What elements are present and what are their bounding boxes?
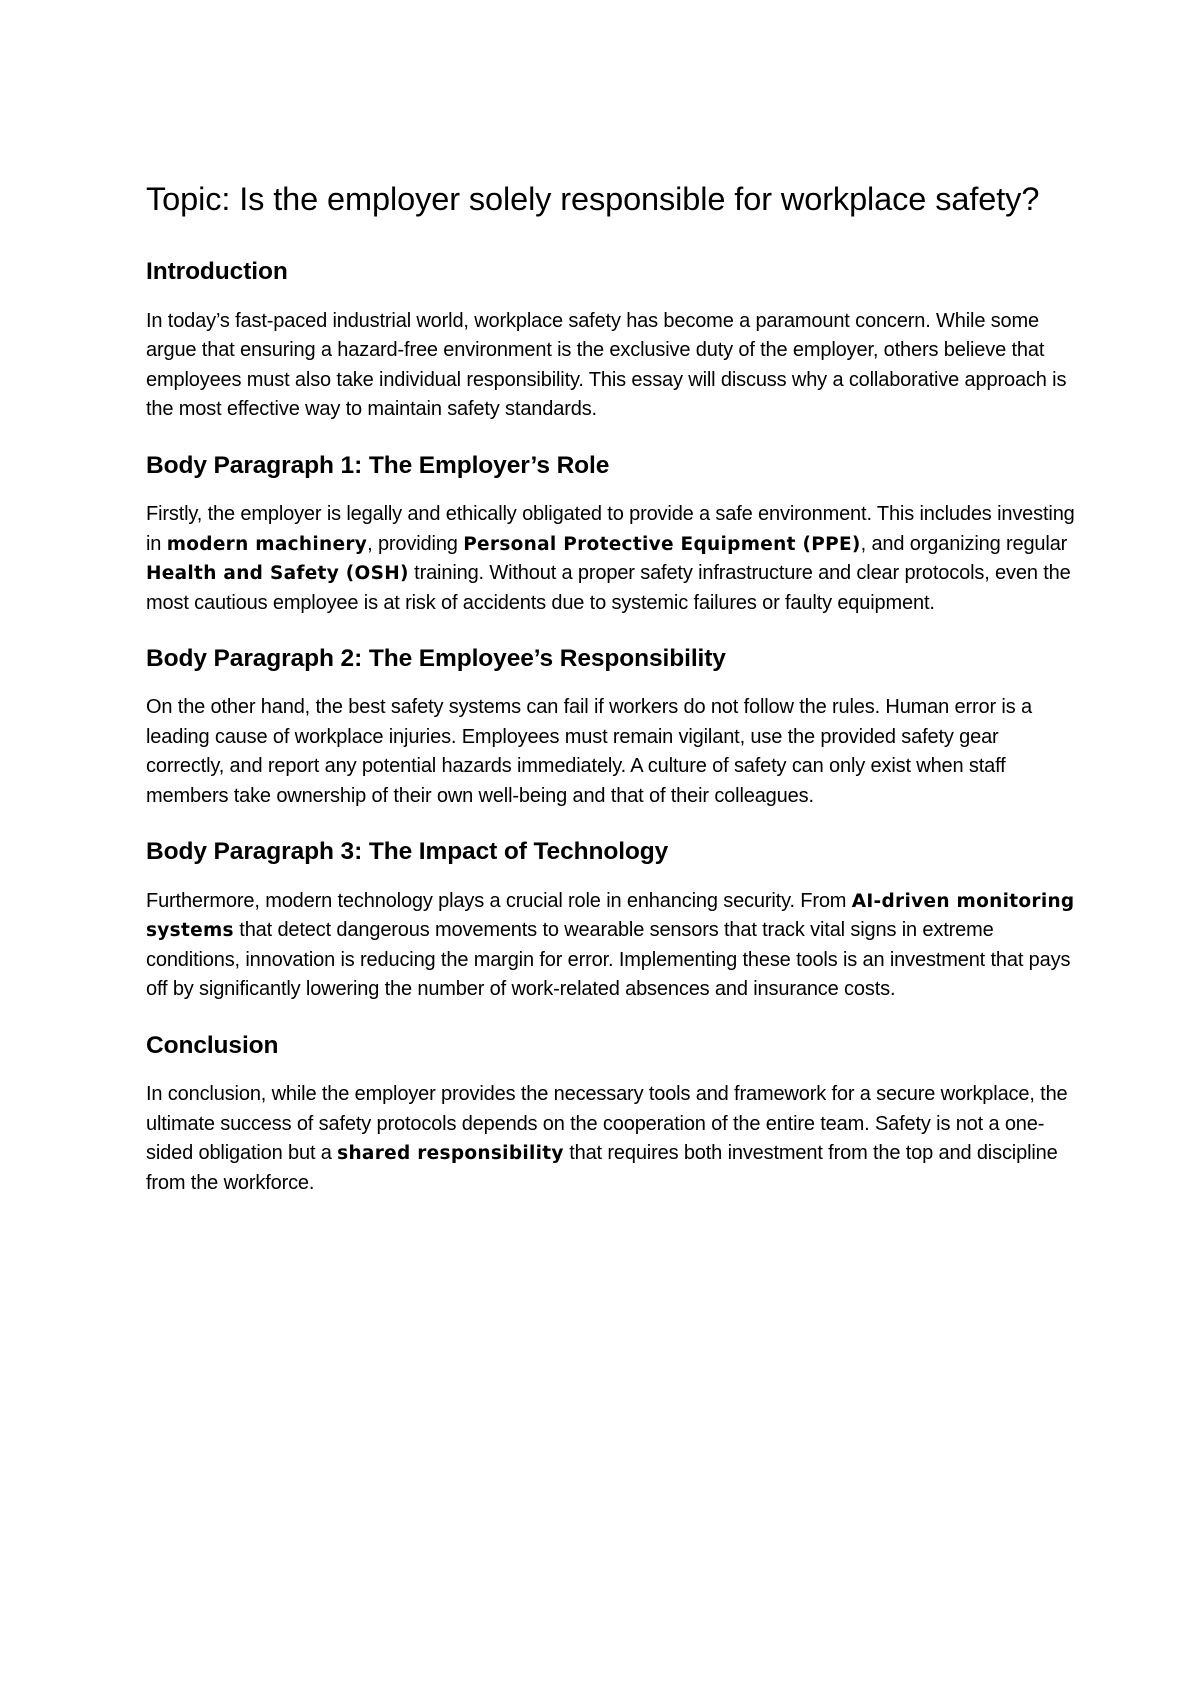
paragraph-introduction xyxy=(146,307,1076,425)
paragraph-text: that requires both investment from the top and discipline from the workforce. xyxy=(146,1142,1058,1194)
emphasis-ppe: Personal Protective Equipment (PPE) xyxy=(463,533,861,555)
paragraph-text: training. Without a proper safety infrastructure and clear protocols, even the most cautious employee is at risk of accidents due to systemic failures or faulty equipment. xyxy=(146,562,1071,614)
document-body xyxy=(146,178,1076,1198)
heading-employer-role: Body Paragraph 1: The Employer’s Role xyxy=(146,451,610,479)
emphasis-osh: Health and Safety (OSH) xyxy=(146,563,409,584)
paragraph-employee-responsibility xyxy=(146,693,1076,811)
document-title: Topic: Is the employer solely responsible for workplace safety? xyxy=(146,181,1040,217)
heading-conclusion: Conclusion xyxy=(146,1031,279,1059)
heading-introduction: Introduction xyxy=(146,258,288,286)
paragraph-text: On the other hand, the best safety systems can fail if workers do not follow the rules. Human error is a leading cause of workplace injuries. Employees must remain vigilant, use the provided safety gear correctly, and report any potential hazards immediately. A culture of safety can only exist when staff members take ownership of their own well-being and that of their colleagues. xyxy=(146,696,1032,807)
heading-impact-of-technology: Body Paragraph 3: The Impact of Technology xyxy=(146,838,669,866)
paragraph-text: , providing xyxy=(367,532,464,555)
paragraph-employer-role xyxy=(146,500,1076,618)
paragraph-text: In today’s fast-paced industrial world, workplace safety has become a paramount concern. While some argue that ensuring a hazard-free environment is the exclusive duty of the employer, others believe that employees must also take individual responsibility. This essay will discuss why a collaborative approach is the most effective way to maintain safety standards. xyxy=(146,309,1067,421)
heading-employee-responsibility: Body Paragraph 2: The Employee’s Responsibility xyxy=(146,645,726,672)
paragraph-text: , and organizing regular xyxy=(860,532,1068,555)
paragraph-impact-of-technology xyxy=(146,887,1076,1005)
emphasis-ai-monitoring: AI-driven monitoring systems xyxy=(146,890,1075,942)
paragraph-conclusion xyxy=(146,1080,1076,1198)
emphasis-modern-machinery: modern machinery xyxy=(166,533,368,555)
paragraph-text: Furthermore, modern technology plays a crucial role in enhancing security. From xyxy=(146,889,852,912)
paragraph-text: Firstly, the employer is legally and ethically obligated to provide a safe environment. This includes investing in xyxy=(146,503,1075,555)
paragraph-text: In conclusion, while the employer provides the necessary tools and framework for a secure workplace, the ultimate success of safety protocols depends on the cooperation of the entire team. Safety is not a one-sided obligation but a xyxy=(146,1083,1068,1165)
emphasis-shared-responsibility: shared responsibility xyxy=(337,1143,564,1165)
paragraph-text: that detect dangerous movements to wearable sensors that track vital signs in extreme conditions, innovation is reducing the margin for error. Implementing these tools is an investment that pays off by significantly lowering the number of work-related absences and insurance costs. xyxy=(146,919,1071,1001)
